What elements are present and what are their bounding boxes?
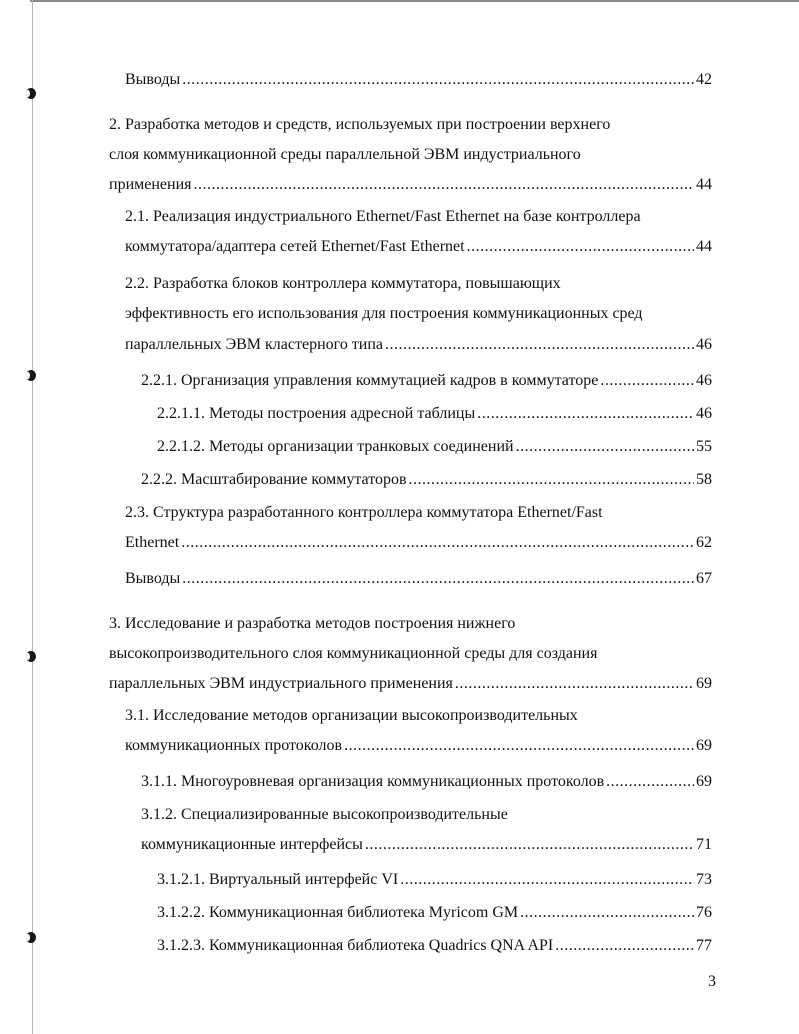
toc-entry: [157, 899, 712, 927]
toc-entry-title: 2.2.2. Масштабирование коммутаторов: [141, 471, 407, 488]
leader-dots: [409, 466, 694, 494]
toc-page-number: 44: [696, 238, 712, 255]
toc-entry-title: применения: [109, 176, 192, 193]
toc-entry-title: 2.3. Структура разработанного контроллера коммутатора Ethernet/Fast: [125, 504, 603, 521]
toc-page-number: 46: [696, 336, 712, 353]
toc-entry-title: слоя коммуникационной среды параллельной ЭВМ индустриального: [109, 146, 581, 163]
toc-page-number: 73: [696, 871, 712, 888]
toc-entry: [125, 233, 712, 261]
toc-entry-title: коммутатора/адаптера сетей Ethernet/Fast Ethernet: [125, 238, 465, 255]
punch-hole-mark: [26, 88, 36, 99]
toc-page-number: 69: [696, 773, 712, 790]
leader-dots: [516, 433, 694, 461]
leader-dots: [555, 932, 694, 960]
toc-page-number: 69: [696, 675, 712, 692]
toc-entry-title: коммуникационных протоколов: [125, 737, 343, 754]
leader-dots: [455, 670, 694, 698]
toc-entry: [125, 331, 712, 359]
toc-entry: [141, 768, 712, 796]
scan-top-edge: [30, 0, 799, 2]
toc-entry: [157, 400, 712, 428]
toc-entry-title: 3.1.1. Многоуровневая организация коммуникационных протоколов: [141, 773, 605, 790]
toc-page-number: 67: [696, 570, 712, 587]
toc-entry-title: 2.2.1.1. Методы построения адресной таблицы: [157, 405, 476, 422]
toc-page-number: 44: [696, 176, 712, 193]
toc-entry-title: 3.1.2.1. Виртуальный интерфейс VI: [157, 871, 399, 888]
toc-entry-title: 3.1.2. Специализированные высокопроизводительные: [141, 806, 508, 823]
toc-entry-title: коммуникационные интерфейсы: [141, 836, 363, 853]
leader-dots: [182, 565, 694, 593]
leader-dots: [385, 331, 694, 359]
leader-dots: [520, 899, 694, 927]
toc-entry: [109, 670, 712, 698]
toc-entry: [125, 732, 712, 760]
leader-dots: [606, 768, 694, 796]
leader-dots: [181, 529, 694, 557]
toc-entry: [141, 466, 712, 494]
toc-entry-title: параллельных ЭВМ кластерного типа: [125, 336, 384, 353]
toc-entry: [125, 565, 712, 593]
leader-dots: [182, 66, 694, 94]
punch-hole-mark: [26, 651, 36, 662]
toc-entry-title: высокопроизводительного слоя коммуникационной среды для создания: [109, 645, 598, 662]
toc-page-number: 77: [696, 937, 712, 954]
toc-page-number: 46: [696, 405, 712, 422]
toc-page-number: 46: [696, 372, 712, 389]
toc-entry-title: Выводы: [125, 71, 181, 88]
leader-dots: [365, 831, 694, 859]
toc-entry: [125, 66, 712, 94]
toc-entry-title: 2.2. Разработка блоков контроллера коммутатора, повышающих: [125, 275, 561, 292]
toc-entry-title: 2. Разработка методов и средств, используемых при построении верхнего: [109, 116, 611, 133]
toc-entry-title: Ethernet: [125, 534, 180, 551]
toc-page-number: 76: [696, 904, 712, 921]
toc-entry-title: 3.1. Исследование методов организации высокопроизводительных: [125, 707, 578, 724]
toc-entry: [141, 367, 712, 395]
toc-entry: [157, 932, 712, 960]
leader-dots: [467, 233, 694, 261]
toc-entry-title: 3. Исследование и разработка методов построения нижнего: [109, 615, 516, 632]
toc-entry: [157, 866, 712, 894]
toc-page-number: 71: [696, 836, 712, 853]
toc-entry-title: Выводы: [125, 570, 181, 587]
punch-hole-mark: [26, 370, 36, 381]
page-number: 3: [708, 973, 716, 990]
toc-entry: [141, 831, 712, 859]
leader-dots: [600, 367, 694, 395]
leader-dots: [477, 400, 694, 428]
toc-page-number: 69: [696, 737, 712, 754]
toc-entry-title: эффективность его использования для построения коммуникационных сред: [125, 305, 643, 322]
toc-page-number: 62: [696, 534, 712, 551]
toc-entry-title: 2.2.1. Организация управления коммутацией кадров в коммутаторе: [141, 372, 599, 389]
leader-dots: [400, 866, 694, 894]
leader-dots: [344, 732, 694, 760]
scan-left-edge: [32, 0, 33, 1034]
toc-page-number: 42: [696, 71, 712, 88]
punch-hole-mark: [26, 932, 36, 943]
toc-entry-title: 3.1.2.3. Коммуникационная библиотека Quadrics QNA API: [157, 937, 554, 954]
toc-entry-title: 2.2.1.2. Методы организации транковых соединений: [157, 438, 514, 455]
toc-entry-title: 2.1. Реализация индустриального Ethernet/Fast Ethernet на базе контроллера: [125, 208, 641, 225]
toc-entry: [125, 529, 712, 557]
toc-entry: [109, 171, 712, 199]
leader-dots: [194, 171, 695, 199]
toc-entry: [157, 433, 712, 461]
toc-entry-title: параллельных ЭВМ индустриального применения: [109, 675, 453, 692]
toc-page-number: 55: [696, 438, 712, 455]
toc-entry-title: 3.1.2.2. Коммуникационная библиотека Myricom GM: [157, 904, 519, 921]
toc-page-number: 58: [696, 471, 712, 488]
